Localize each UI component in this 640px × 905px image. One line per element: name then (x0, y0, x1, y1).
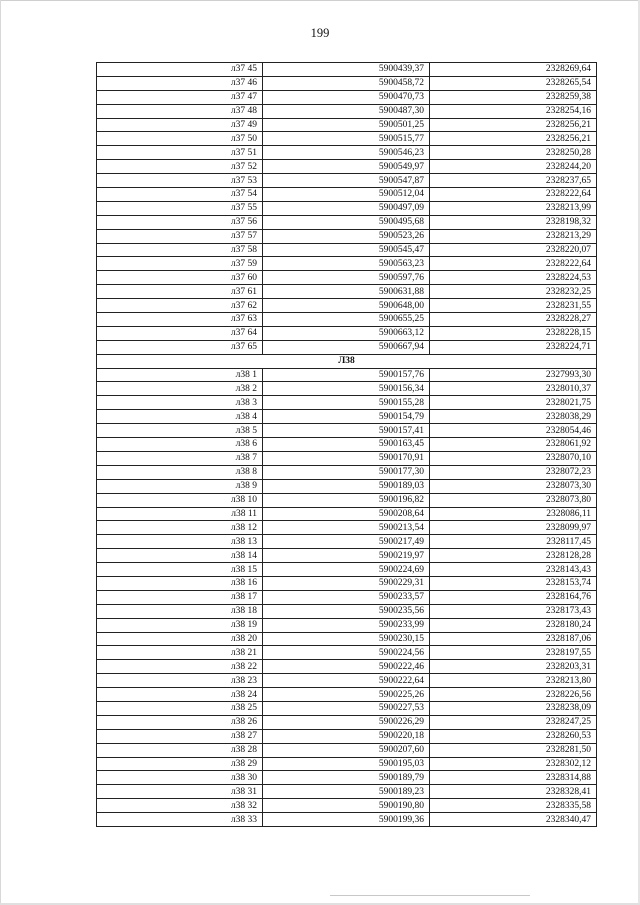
y-coordinate-cell: 2328231,55 (430, 299, 597, 313)
x-coordinate-cell: 5900208,64 (263, 507, 430, 521)
point-id-cell: л37 59 (97, 257, 263, 271)
y-coordinate-cell: 2328232,25 (430, 285, 597, 299)
table-row (97, 285, 597, 299)
table-row (97, 785, 597, 799)
x-coordinate-cell: 5900157,76 (263, 368, 430, 382)
table-row (97, 438, 597, 452)
table-row (97, 451, 597, 465)
x-coordinate-cell: 5900189,03 (263, 479, 430, 493)
point-id-cell: л38 12 (97, 521, 263, 535)
y-coordinate-cell: 2328269,64 (430, 63, 597, 77)
x-coordinate-cell: 5900157,41 (263, 424, 430, 438)
section-header-row (97, 354, 597, 368)
table-row (97, 201, 597, 215)
point-id-cell: л38 30 (97, 771, 263, 785)
point-id-cell: л37 63 (97, 313, 263, 327)
x-coordinate-cell: 5900545,47 (263, 243, 430, 257)
x-coordinate-cell: 5900495,68 (263, 215, 430, 229)
x-coordinate-cell: 5900227,53 (263, 701, 430, 715)
x-coordinate-cell: 5900235,56 (263, 604, 430, 618)
table-row (97, 90, 597, 104)
table-row (97, 146, 597, 160)
point-id-cell: л38 28 (97, 743, 263, 757)
table-row (97, 479, 597, 493)
table-row (97, 340, 597, 354)
table-row (97, 660, 597, 674)
x-coordinate-cell: 5900189,23 (263, 785, 430, 799)
table-row (97, 424, 597, 438)
point-id-cell: л38 32 (97, 799, 263, 813)
x-coordinate-cell: 5900156,34 (263, 382, 430, 396)
x-coordinate-cell: 5900631,88 (263, 285, 430, 299)
y-coordinate-cell: 2328228,27 (430, 313, 597, 327)
point-id-cell: л38 10 (97, 493, 263, 507)
y-coordinate-cell: 2328197,55 (430, 646, 597, 660)
y-coordinate-cell: 2328143,43 (430, 563, 597, 577)
table-row (97, 729, 597, 743)
y-coordinate-cell: 2328203,31 (430, 660, 597, 674)
point-id-cell: л37 58 (97, 243, 263, 257)
point-id-cell: л37 45 (97, 63, 263, 77)
y-coordinate-cell: 2328073,30 (430, 479, 597, 493)
x-coordinate-cell: 5900213,54 (263, 521, 430, 535)
x-coordinate-cell: 5900196,82 (263, 493, 430, 507)
table-row (97, 257, 597, 271)
y-coordinate-cell: 2328054,46 (430, 424, 597, 438)
point-id-cell: л38 25 (97, 701, 263, 715)
x-coordinate-cell: 5900229,31 (263, 576, 430, 590)
x-coordinate-cell: 5900549,97 (263, 160, 430, 174)
point-id-cell: л38 22 (97, 660, 263, 674)
point-id-cell: л38 15 (97, 563, 263, 577)
y-coordinate-cell: 2328302,12 (430, 757, 597, 771)
x-coordinate-cell: 5900233,99 (263, 618, 430, 632)
x-coordinate-cell: 5900439,37 (263, 63, 430, 77)
y-coordinate-cell: 2328086,11 (430, 507, 597, 521)
point-id-cell: л38 8 (97, 465, 263, 479)
point-id-cell: л37 65 (97, 340, 263, 354)
point-id-cell: л37 61 (97, 285, 263, 299)
point-id-cell: л37 50 (97, 132, 263, 146)
table-row (97, 646, 597, 660)
y-coordinate-cell: 2328238,09 (430, 701, 597, 715)
point-id-cell: л37 54 (97, 188, 263, 202)
scan-bottom-rule (330, 895, 530, 896)
point-id-cell: л38 17 (97, 590, 263, 604)
x-coordinate-cell: 5900515,77 (263, 132, 430, 146)
y-coordinate-cell: 2328117,45 (430, 535, 597, 549)
point-id-cell: л37 47 (97, 90, 263, 104)
table-row (97, 410, 597, 424)
table-row (97, 243, 597, 257)
scan-edge-left (0, 0, 1, 905)
table-row (97, 271, 597, 285)
point-id-cell: л37 55 (97, 201, 263, 215)
table-row (97, 229, 597, 243)
x-coordinate-cell: 5900195,03 (263, 757, 430, 771)
x-coordinate-cell: 5900225,26 (263, 688, 430, 702)
point-id-cell: л38 20 (97, 632, 263, 646)
point-id-cell: л38 23 (97, 674, 263, 688)
point-id-cell: л38 14 (97, 549, 263, 563)
point-id-cell: л38 1 (97, 368, 263, 382)
table-row (97, 757, 597, 771)
table-row (97, 604, 597, 618)
page-number: 199 (310, 26, 330, 40)
x-coordinate-cell: 5900217,49 (263, 535, 430, 549)
table-row (97, 576, 597, 590)
scan-edge-top (0, 0, 640, 1)
y-coordinate-cell: 2328265,54 (430, 76, 597, 90)
y-coordinate-cell: 2328224,71 (430, 340, 597, 354)
table-row (97, 521, 597, 535)
x-coordinate-cell: 5900177,30 (263, 465, 430, 479)
x-coordinate-cell: 5900487,30 (263, 104, 430, 118)
x-coordinate-cell: 5900219,97 (263, 549, 430, 563)
table-row (97, 160, 597, 174)
point-id-cell: л38 26 (97, 715, 263, 729)
coordinates-table-body (97, 63, 597, 827)
point-id-cell: л38 3 (97, 396, 263, 410)
point-id-cell: л38 21 (97, 646, 263, 660)
table-row (97, 771, 597, 785)
table-row (97, 535, 597, 549)
x-coordinate-cell: 5900523,26 (263, 229, 430, 243)
x-coordinate-cell: 5900226,29 (263, 715, 430, 729)
point-id-cell: л38 16 (97, 576, 263, 590)
y-coordinate-cell: 2328256,21 (430, 118, 597, 132)
coordinates-table (96, 62, 597, 827)
y-coordinate-cell: 2328099,97 (430, 521, 597, 535)
y-coordinate-cell: 2328237,65 (430, 174, 597, 188)
point-id-cell: л37 51 (97, 146, 263, 160)
point-id-cell: л38 29 (97, 757, 263, 771)
x-coordinate-cell: 5900501,25 (263, 118, 430, 132)
table-row (97, 688, 597, 702)
y-coordinate-cell: 2328173,43 (430, 604, 597, 618)
y-coordinate-cell: 2328164,76 (430, 590, 597, 604)
x-coordinate-cell: 5900512,04 (263, 188, 430, 202)
y-coordinate-cell: 2328244,20 (430, 160, 597, 174)
point-id-cell: л38 9 (97, 479, 263, 493)
point-id-cell: л38 7 (97, 451, 263, 465)
x-coordinate-cell: 5900663,12 (263, 326, 430, 340)
y-coordinate-cell: 2328213,80 (430, 674, 597, 688)
x-coordinate-cell: 5900224,69 (263, 563, 430, 577)
x-coordinate-cell: 5900458,72 (263, 76, 430, 90)
table-row (97, 743, 597, 757)
x-coordinate-cell: 5900163,45 (263, 438, 430, 452)
y-coordinate-cell: 2328073,80 (430, 493, 597, 507)
table-row (97, 563, 597, 577)
point-id-cell: л37 64 (97, 326, 263, 340)
point-id-cell: л37 60 (97, 271, 263, 285)
y-coordinate-cell: 2328021,75 (430, 396, 597, 410)
table-row (97, 174, 597, 188)
x-coordinate-cell: 5900563,23 (263, 257, 430, 271)
table-row (97, 799, 597, 813)
y-coordinate-cell: 2328070,10 (430, 451, 597, 465)
y-coordinate-cell: 2328153,74 (430, 576, 597, 590)
y-coordinate-cell: 2328250,28 (430, 146, 597, 160)
table-row (97, 76, 597, 90)
section-heading: Л38 (97, 354, 597, 368)
y-coordinate-cell: 2328222,64 (430, 257, 597, 271)
y-coordinate-cell: 2328328,41 (430, 785, 597, 799)
x-coordinate-cell: 5900224,56 (263, 646, 430, 660)
table-row (97, 674, 597, 688)
point-id-cell: л37 46 (97, 76, 263, 90)
y-coordinate-cell: 2328072,23 (430, 465, 597, 479)
table-row (97, 618, 597, 632)
y-coordinate-cell: 2328281,50 (430, 743, 597, 757)
table-row (97, 326, 597, 340)
x-coordinate-cell: 5900230,15 (263, 632, 430, 646)
y-coordinate-cell: 2328198,32 (430, 215, 597, 229)
point-id-cell: л38 11 (97, 507, 263, 521)
point-id-cell: л38 33 (97, 813, 263, 827)
x-coordinate-cell: 5900154,79 (263, 410, 430, 424)
y-coordinate-cell: 2328254,16 (430, 104, 597, 118)
point-id-cell: л38 31 (97, 785, 263, 799)
table-row (97, 813, 597, 827)
y-coordinate-cell: 2328226,56 (430, 688, 597, 702)
x-coordinate-cell: 5900233,57 (263, 590, 430, 604)
y-coordinate-cell: 2328038,29 (430, 410, 597, 424)
table-row (97, 632, 597, 646)
point-id-cell: л38 19 (97, 618, 263, 632)
point-id-cell: л38 2 (97, 382, 263, 396)
table-row (97, 132, 597, 146)
y-coordinate-cell: 2328213,99 (430, 201, 597, 215)
table-row (97, 507, 597, 521)
y-coordinate-cell: 2328260,53 (430, 729, 597, 743)
point-id-cell: л38 27 (97, 729, 263, 743)
table-row (97, 313, 597, 327)
point-id-cell: л38 24 (97, 688, 263, 702)
table-row (97, 465, 597, 479)
x-coordinate-cell: 5900222,64 (263, 674, 430, 688)
table-row (97, 215, 597, 229)
point-id-cell: л37 57 (97, 229, 263, 243)
x-coordinate-cell: 5900190,80 (263, 799, 430, 813)
table-row (97, 188, 597, 202)
point-id-cell: л37 56 (97, 215, 263, 229)
table-row (97, 118, 597, 132)
point-id-cell: л38 5 (97, 424, 263, 438)
point-id-cell: л38 13 (97, 535, 263, 549)
point-id-cell: л37 52 (97, 160, 263, 174)
table-row (97, 104, 597, 118)
x-coordinate-cell: 5900189,79 (263, 771, 430, 785)
y-coordinate-cell: 2328213,29 (430, 229, 597, 243)
y-coordinate-cell: 2328314,88 (430, 771, 597, 785)
x-coordinate-cell: 5900597,76 (263, 271, 430, 285)
y-coordinate-cell: 2328128,28 (430, 549, 597, 563)
point-id-cell: л37 48 (97, 104, 263, 118)
x-coordinate-cell: 5900546,23 (263, 146, 430, 160)
table-row (97, 549, 597, 563)
x-coordinate-cell: 5900199,36 (263, 813, 430, 827)
x-coordinate-cell: 5900648,00 (263, 299, 430, 313)
table-row (97, 299, 597, 313)
table-row (97, 715, 597, 729)
y-coordinate-cell: 2328187,06 (430, 632, 597, 646)
point-id-cell: л38 6 (97, 438, 263, 452)
y-coordinate-cell: 2328340,47 (430, 813, 597, 827)
y-coordinate-cell: 2328222,64 (430, 188, 597, 202)
table-row (97, 368, 597, 382)
point-id-cell: л38 4 (97, 410, 263, 424)
y-coordinate-cell: 2328010,37 (430, 382, 597, 396)
table-row (97, 493, 597, 507)
x-coordinate-cell: 5900547,87 (263, 174, 430, 188)
y-coordinate-cell: 2328256,21 (430, 132, 597, 146)
x-coordinate-cell: 5900155,28 (263, 396, 430, 410)
x-coordinate-cell: 5900470,73 (263, 90, 430, 104)
x-coordinate-cell: 5900655,25 (263, 313, 430, 327)
table-row (97, 701, 597, 715)
table-row (97, 590, 597, 604)
y-coordinate-cell: 2328224,53 (430, 271, 597, 285)
x-coordinate-cell: 5900220,18 (263, 729, 430, 743)
y-coordinate-cell: 2328220,07 (430, 243, 597, 257)
y-coordinate-cell: 2327993,30 (430, 368, 597, 382)
y-coordinate-cell: 2328228,15 (430, 326, 597, 340)
table-row (97, 396, 597, 410)
x-coordinate-cell: 5900207,60 (263, 743, 430, 757)
point-id-cell: л37 49 (97, 118, 263, 132)
y-coordinate-cell: 2328335,58 (430, 799, 597, 813)
y-coordinate-cell: 2328259,38 (430, 90, 597, 104)
y-coordinate-cell: 2328247,25 (430, 715, 597, 729)
y-coordinate-cell: 2328061,92 (430, 438, 597, 452)
x-coordinate-cell: 5900170,91 (263, 451, 430, 465)
x-coordinate-cell: 5900667,94 (263, 340, 430, 354)
point-id-cell: л37 53 (97, 174, 263, 188)
x-coordinate-cell: 5900222,46 (263, 660, 430, 674)
x-coordinate-cell: 5900497,09 (263, 201, 430, 215)
point-id-cell: л38 18 (97, 604, 263, 618)
point-id-cell: л37 62 (97, 299, 263, 313)
y-coordinate-cell: 2328180,24 (430, 618, 597, 632)
table-row (97, 382, 597, 396)
table-row (97, 63, 597, 77)
